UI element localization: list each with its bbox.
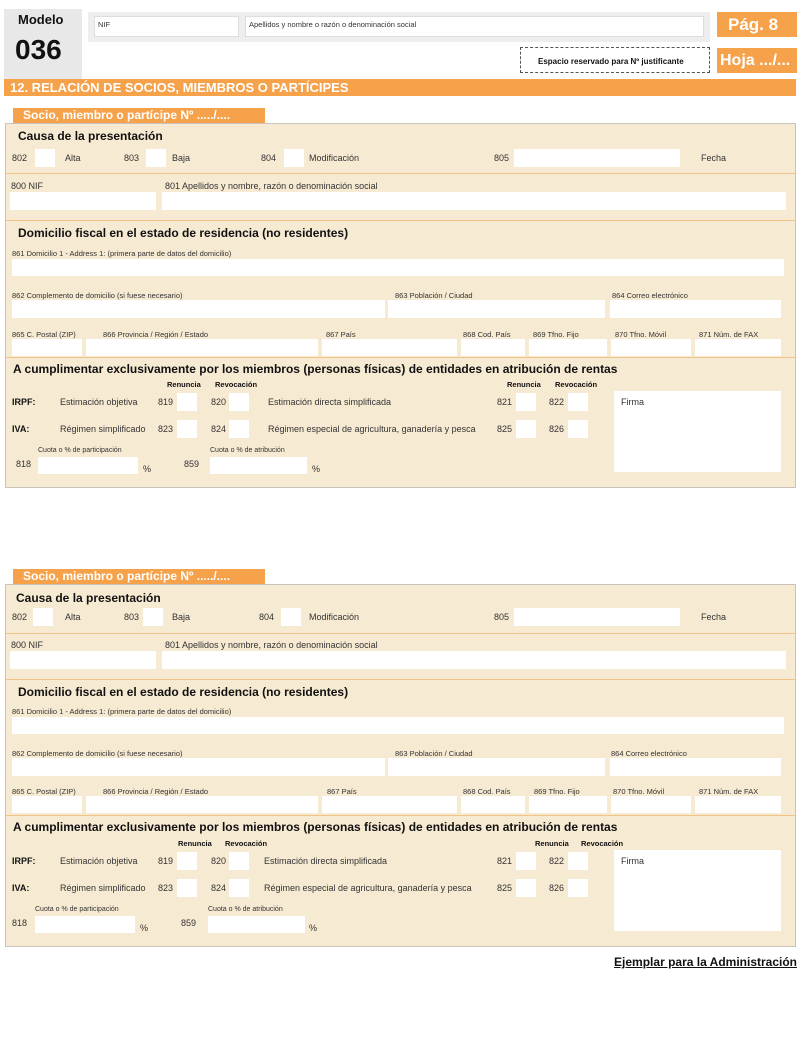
d868-label-1: 868 Cod. País [463,330,511,339]
page-number: Pág. 8 [728,15,779,34]
renuncia-header-2a: Renuncia [178,839,212,848]
divider-1b [6,220,795,221]
modelo-number: 036 [15,34,62,65]
checkbox-819-2[interactable] [177,852,197,870]
divider-2a [6,633,795,634]
renuncia-header-1a: Renuncia [167,380,201,389]
irpf-label-1: IRPF: [12,397,36,407]
d861-label-1: 861 Domicilio 1 - Address 1: (primera parte de datos del domicilio) [12,249,232,258]
divider-2b [6,679,795,680]
code-823-1: 823 [158,424,174,434]
est-directa-label-1: Estimación directa simplificada [268,397,392,407]
cuota-part-field-1[interactable] [38,457,138,474]
causa-title-2: Causa de la presentación [16,591,161,605]
d866-field-2[interactable] [86,796,318,813]
checkbox-821-1[interactable] [516,393,536,411]
d867-label-2: 867 País [327,787,357,796]
code-802-2: 802 [12,612,28,622]
apellidos-label-1: 801 Apellidos y nombre, razón o denominación social [165,181,378,191]
checkbox-823-2[interactable] [177,879,197,897]
d869-label-2: 869 Tfno. Fijo [534,787,580,796]
code-826-1: 826 [549,424,565,434]
divider-2c [6,815,795,816]
percent-859-2: % [309,923,318,933]
firma-label-2: Firma [621,856,644,866]
code-805-2: 805 [494,612,510,622]
nif-header-field[interactable] [94,16,239,37]
code-823-2: 823 [158,883,174,893]
code-803-1: 803 [124,153,140,163]
reg-especial-label-1: Régimen especial de agricultura, ganadería y pesca [268,424,476,434]
modelo-label: Modelo [18,12,64,27]
d871-label-2: 871 Núm. de FAX [699,787,759,796]
d867-field-1[interactable] [322,339,457,356]
domicilio-title-2: Domicilio fiscal en el estado de residencia (no residentes) [18,685,349,699]
nif-field-2[interactable] [10,651,156,669]
modificacion-label-2: Modificación [309,612,360,622]
code-804-2: 804 [259,612,275,622]
modificacion-label-1: Modificación [309,153,360,163]
checkbox-819-1[interactable] [177,393,197,411]
d862-label-2: 862 Complemento de domicilio (si fuese necesario) [12,749,183,758]
domicilio-title-1: Domicilio fiscal en el estado de residencia (no residentes) [18,226,349,240]
code-824-2: 824 [211,883,227,893]
d866-field-1[interactable] [86,339,318,356]
checkbox-824-2[interactable] [229,879,249,897]
nif-label-1: 800 NIF [11,181,44,191]
d864-field-2[interactable] [610,758,781,776]
name-header-label: Apellidos y nombre o razón o denominación social [249,20,417,29]
checkbox-823-1[interactable] [177,420,197,438]
divider-1c [6,357,795,358]
nif-label-2: 800 NIF [11,640,44,650]
partner-tab-2: Socio, miembro o partícipe Nº ...../.... [13,569,265,584]
alta-label-1: Alta [65,153,81,163]
reg-especial-label-2: Régimen especial de agricultura, ganadería y pesca [264,883,472,893]
code-818-1: 818 [16,459,32,469]
checkbox-820-2[interactable] [229,852,249,870]
checkbox-826-1[interactable] [568,420,588,438]
rentas-title-1: A cumplimentar exclusivamente por los miembros (personas físicas) de entidades en atribución de rentas [13,362,618,376]
fecha-field-1[interactable] [514,149,680,167]
d861-label-2: 861 Domicilio 1 - Address 1: (primera parte de datos del domicilio) [12,707,232,716]
code-802-1: 802 [12,153,28,163]
baja-label-2: Baja [172,612,191,622]
checkbox-826-2[interactable] [568,879,588,897]
cuota-atrib-field-1[interactable] [210,457,307,474]
nif-header-label: NIF [98,20,111,29]
code-826-2: 826 [549,883,565,893]
baja-checkbox-2[interactable] [143,608,163,626]
nif-field-1[interactable] [10,192,156,210]
d869-field-2[interactable] [529,796,607,813]
percent-818-1: % [143,464,152,474]
code-821-1: 821 [497,397,513,407]
d866-label-2: 866 Provincia / Región / Estado [103,787,209,796]
causa-title-1: Causa de la presentación [18,129,163,143]
apellidos-field-2[interactable] [162,651,786,669]
revocacion-header-2b: Revocación [581,839,624,848]
d864-label-2: 864 Correo electrónico [611,749,687,758]
fecha-field-2[interactable] [514,608,680,626]
code-805-1: 805 [494,153,510,163]
code-820-1: 820 [211,397,227,407]
cuota-part-label-2: Cuota o % de participación [35,906,119,913]
apellidos-field-1[interactable] [162,192,786,210]
renuncia-header-2b: Renuncia [535,839,569,848]
alta-checkbox-2[interactable] [33,608,53,626]
footer-copy-label: Ejemplar para la Administración [614,955,797,969]
checkbox-822-1[interactable] [568,393,588,411]
d862-label-1: 862 Complemento de domicilio (si fuese necesario) [12,291,183,300]
reg-simplificado-label-2: Régimen simplificado [60,883,146,893]
irpf-label-2: IRPF: [12,856,36,866]
code-820-2: 820 [211,856,227,866]
partner-tab-1: Socio, miembro o partícipe Nº ...../.... [13,108,265,123]
code-818-2: 818 [12,918,28,928]
section-title: 12. RELACIÓN DE SOCIOS, MIEMBROS O PARTÍCIPES [10,80,349,95]
checkbox-825-2[interactable] [516,879,536,897]
d862-field-2[interactable] [12,758,385,776]
code-825-1: 825 [497,424,513,434]
iva-label-1: IVA: [12,424,30,434]
d865-label-2: 865 C. Postal (ZIP) [12,787,76,796]
code-859-2: 859 [181,918,197,928]
code-821-2: 821 [497,856,513,866]
baja-checkbox-1[interactable] [146,149,166,167]
d870-field-1[interactable] [611,339,691,356]
checkbox-821-2[interactable] [516,852,536,870]
renuncia-header-1b: Renuncia [507,380,541,389]
code-804-1: 804 [261,153,277,163]
code-822-1: 822 [549,397,565,407]
code-824-1: 824 [211,424,227,434]
sheet-number: Hoja .../... [720,52,791,69]
revocacion-header-2a: Revocación [225,839,268,848]
d863-label-1: 863 Población / Ciudad [395,291,473,300]
est-objetiva-label-1: Estimación objetiva [60,397,138,407]
checkbox-822-2[interactable] [568,852,588,870]
cuota-atrib-label-1: Cuota o % de atribución [210,447,285,454]
d870-label-1: 870 Tfno. Móvil [615,330,667,339]
reserved-label: Espacio reservado para Nº justificante [538,57,684,66]
d861-field-1[interactable] [12,259,784,276]
d868-field-1[interactable] [461,339,525,356]
cuota-part-field-2[interactable] [35,916,135,933]
percent-859-1: % [312,464,321,474]
d871-label-1: 871 Núm. de FAX [699,330,759,339]
d868-field-2[interactable] [461,796,525,813]
d861-field-2[interactable] [12,717,784,734]
d871-field-1[interactable] [695,339,781,356]
checkbox-820-1[interactable] [229,393,249,411]
d864-label-1: 864 Correo electrónico [612,291,688,300]
d862-field-1[interactable] [12,300,385,318]
d867-field-2[interactable] [322,796,457,813]
d863-field-2[interactable] [388,758,605,776]
fecha-label-2: Fecha [701,612,727,622]
d870-field-2[interactable] [611,796,691,813]
d869-label-1: 869 Tfno. Fijo [533,330,579,339]
est-directa-label-2: Estimación directa simplificada [264,856,388,866]
code-819-2: 819 [158,856,174,866]
checkbox-824-1[interactable] [229,420,249,438]
d863-label-2: 863 Población / Ciudad [395,749,473,758]
divider-1a [6,173,795,174]
iva-label-2: IVA: [12,883,30,893]
d869-field-1[interactable] [529,339,607,356]
alta-checkbox-1[interactable] [35,149,55,167]
percent-818-2: % [140,923,149,933]
rentas-title-2: A cumplimentar exclusivamente por los miembros (personas físicas) de entidades en atribución de rentas [13,820,618,834]
cuota-atrib-field-2[interactable] [208,916,305,933]
modificacion-checkbox-2[interactable] [281,608,301,626]
d867-label-1: 867 País [326,330,356,339]
apellidos-label-2: 801 Apellidos y nombre, razón o denominación social [165,640,378,650]
fecha-label-1: Fecha [701,153,727,163]
revocacion-header-1b: Revocación [555,380,598,389]
code-819-1: 819 [158,397,174,407]
d871-field-2[interactable] [695,796,781,813]
cuota-atrib-label-2: Cuota o % de atribución [208,906,283,913]
alta-label-2: Alta [65,612,81,622]
checkbox-825-1[interactable] [516,420,536,438]
code-803-2: 803 [124,612,140,622]
d865-field-2[interactable] [12,796,82,813]
d864-field-1[interactable] [610,300,781,318]
d865-label-1: 865 C. Postal (ZIP) [12,330,76,339]
code-825-2: 825 [497,883,513,893]
d863-field-1[interactable] [388,300,605,318]
code-822-2: 822 [549,856,565,866]
reg-simplificado-label-1: Régimen simplificado [60,424,146,434]
d865-field-1[interactable] [12,339,82,356]
firma-label-1: Firma [621,397,644,407]
revocacion-header-1a: Revocación [215,380,258,389]
modificacion-checkbox-1[interactable] [284,149,304,167]
baja-label-1: Baja [172,153,191,163]
page-header [4,9,799,79]
cuota-part-label-1: Cuota o % de participación [38,447,122,454]
d870-label-2: 870 Tfno. Móvil [613,787,665,796]
code-859-1: 859 [184,459,200,469]
est-objetiva-label-2: Estimación objetiva [60,856,138,866]
d866-label-1: 866 Provincia / Región / Estado [103,330,209,339]
d868-label-2: 868 Cod. País [463,787,511,796]
